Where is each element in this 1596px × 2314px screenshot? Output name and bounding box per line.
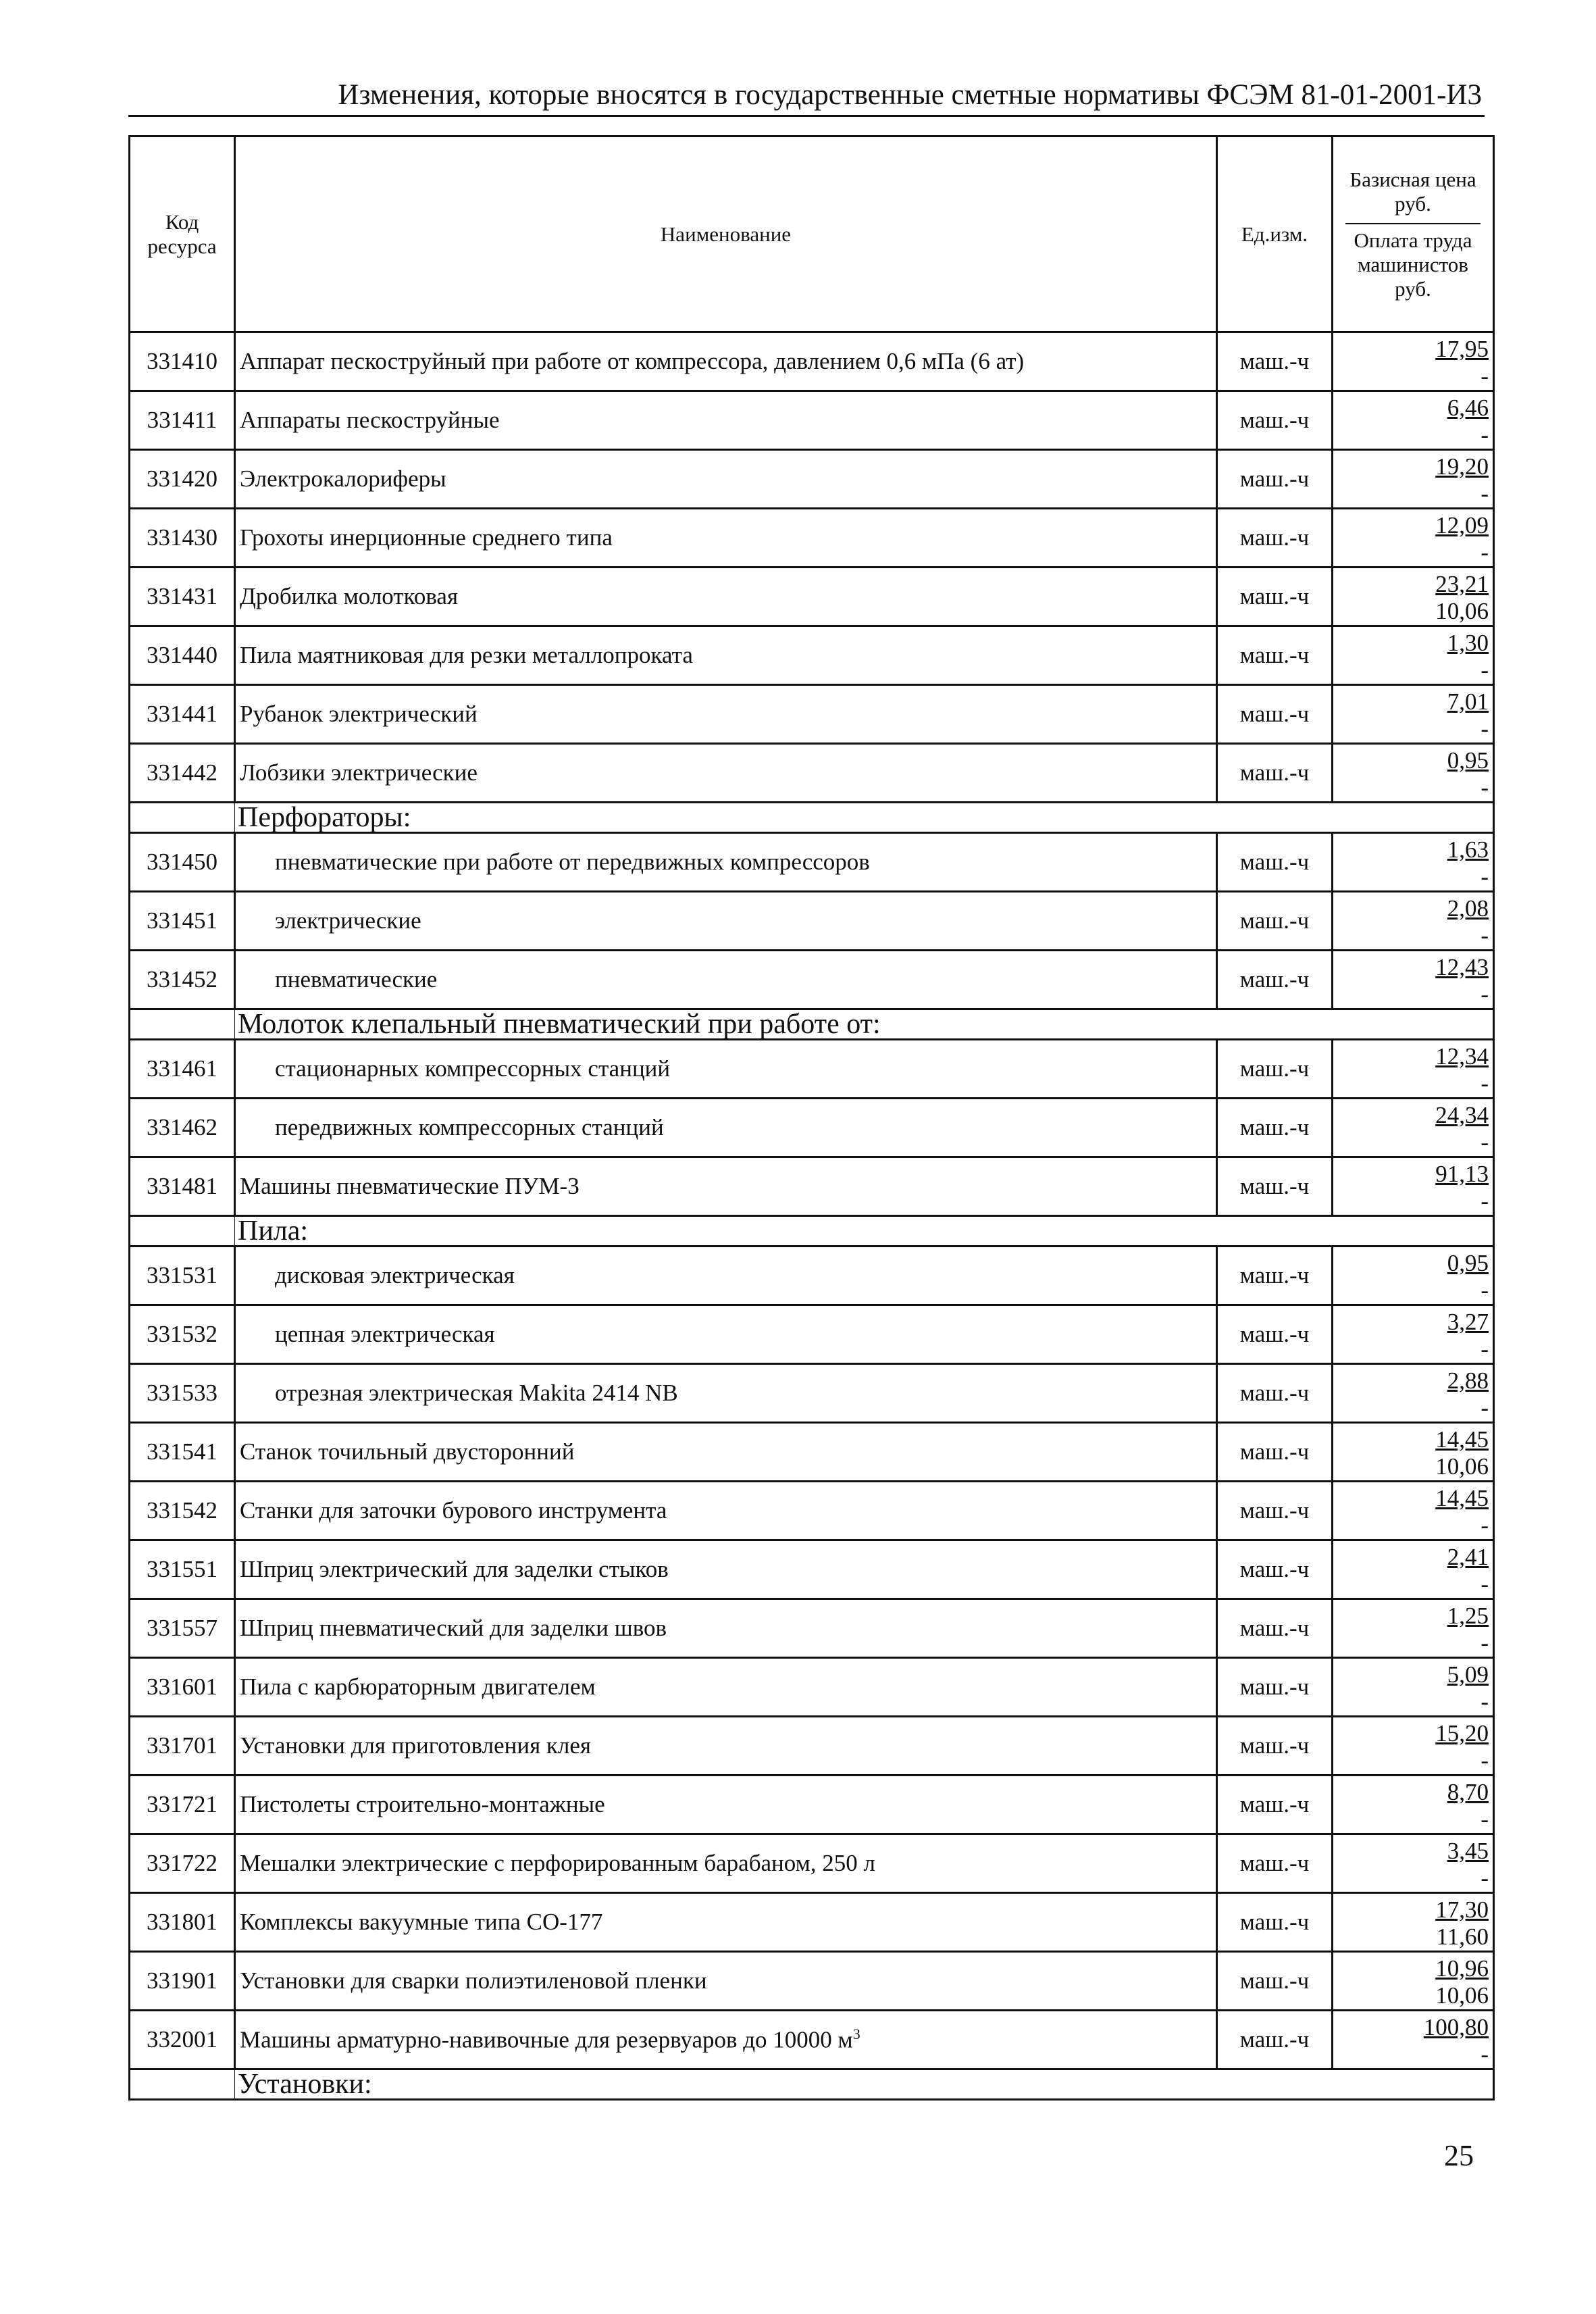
table-row [130, 450, 1494, 509]
section-row [130, 803, 1494, 833]
resource-code: 331481 [130, 1157, 235, 1216]
table-header-row [130, 136, 1494, 332]
resource-name [235, 1482, 1217, 1540]
resource-code: 331440 [130, 626, 235, 685]
resource-name-text: электрические [275, 907, 421, 934]
resource-name [235, 332, 1217, 391]
resource-code: 331441 [130, 685, 235, 744]
resource-code: 331461 [130, 1040, 235, 1099]
operator-wage: - [1481, 480, 1489, 507]
resource-name [235, 1423, 1217, 1482]
resource-name [235, 1305, 1217, 1364]
resource-code: 331701 [130, 1717, 235, 1776]
unit-cell: маш.-ч [1217, 450, 1333, 509]
price-cell [1333, 1423, 1494, 1482]
resource-name [235, 1658, 1217, 1717]
price-cell [1333, 626, 1494, 685]
resource-name [235, 1834, 1217, 1893]
resource-name-text: Грохоты инерционные среднего типа [240, 524, 613, 551]
operator-wage: 10,06 [1435, 598, 1489, 624]
price-cell [1333, 1717, 1494, 1776]
table-row [130, 833, 1494, 892]
resource-code: 331542 [130, 1482, 235, 1540]
table-row [130, 626, 1494, 685]
unit-cell: маш.-ч [1217, 391, 1333, 450]
operator-wage: 11,60 [1436, 1923, 1489, 1950]
resource-code: 331533 [130, 1364, 235, 1423]
table-row [130, 951, 1494, 1009]
unit-superscript: 3 [852, 2026, 860, 2043]
resource-name-text: Пила маятниковая для резки металлопроката [240, 642, 693, 668]
section-code-cell [130, 803, 235, 833]
resource-name-text: Дробилка молотковая [240, 583, 459, 609]
section-code-cell [130, 1216, 235, 1247]
price-cell [1333, 1157, 1494, 1216]
resource-name-text: стационарных компрессорных станций [275, 1055, 671, 1082]
unit-cell: маш.-ч [1217, 744, 1333, 803]
table-row [130, 1247, 1494, 1305]
table-row [130, 1540, 1494, 1599]
operator-wage: - [1481, 422, 1489, 448]
resource-name-text: Установки для приготовления клея [240, 1732, 592, 1759]
col-price-bottom: Оплата труда машинистов руб. [1354, 228, 1472, 301]
unit-cell: маш.-ч [1217, 1540, 1333, 1599]
resource-code: 331801 [130, 1893, 235, 1952]
table-row [130, 1893, 1494, 1952]
resource-name-text: Шприц пневматический для заделки швов [240, 1615, 667, 1641]
unit-cell: маш.-ч [1217, 509, 1333, 568]
price-cell [1333, 951, 1494, 1009]
resource-code: 331452 [130, 951, 235, 1009]
price-cell [1333, 1540, 1494, 1599]
table-row [130, 1040, 1494, 1099]
table-row [130, 1717, 1494, 1776]
unit-cell: маш.-ч [1217, 2011, 1333, 2069]
unit-cell: маш.-ч [1217, 1099, 1333, 1157]
unit-cell: маш.-ч [1217, 951, 1333, 1009]
price-cell [1333, 1482, 1494, 1540]
table-row [130, 1157, 1494, 1216]
table-row [130, 744, 1494, 803]
section-title: Перфораторы: [235, 803, 1494, 833]
resource-code: 331431 [130, 568, 235, 626]
resource-code: 331430 [130, 509, 235, 568]
operator-wage: - [1481, 1630, 1489, 1656]
col-price-top: Базисная цена руб. [1349, 167, 1476, 216]
price-cell [1333, 1599, 1494, 1658]
resource-code: 331541 [130, 1423, 235, 1482]
resource-code: 331451 [130, 892, 235, 951]
unit-cell: маш.-ч [1217, 332, 1333, 391]
resource-name [235, 1776, 1217, 1834]
table-row [130, 568, 1494, 626]
operator-wage: - [1481, 1277, 1489, 1303]
operator-wage: 10,06 [1435, 1453, 1489, 1480]
resource-code: 332001 [130, 2011, 235, 2069]
operator-wage: - [1481, 863, 1489, 890]
unit-cell: маш.-ч [1217, 568, 1333, 626]
table-body [130, 332, 1494, 2100]
resource-code: 331450 [130, 833, 235, 892]
section-row [130, 1216, 1494, 1247]
unit-cell: маш.-ч [1217, 685, 1333, 744]
operator-wage: - [1481, 539, 1489, 565]
unit-cell: маш.-ч [1217, 1952, 1333, 2011]
base-price: 8,70 [1447, 1779, 1489, 1805]
unit-cell: маш.-ч [1217, 892, 1333, 951]
operator-wage: - [1481, 1188, 1489, 1214]
resource-code: 331721 [130, 1776, 235, 1834]
resource-name-text: Машины пневматические ПУМ-3 [240, 1173, 580, 1199]
resource-name [235, 1717, 1217, 1776]
price-divider [1345, 223, 1481, 224]
base-price: 3,45 [1447, 1838, 1489, 1864]
base-price: 100,80 [1423, 2014, 1489, 2040]
base-price: 15,20 [1435, 1720, 1489, 1746]
resource-name [235, 626, 1217, 685]
section-row [130, 1009, 1494, 1040]
resource-name-text: пневматические при работе от передвижных компрессоров [275, 849, 870, 875]
resource-name-text: Станки для заточки бурового инструмента [240, 1497, 667, 1524]
resource-name [235, 1952, 1217, 2011]
resource-code: 331557 [130, 1599, 235, 1658]
resource-name-text: отрезная электрическая Makita 2414 NB [275, 1380, 678, 1406]
base-price: 1,30 [1447, 630, 1489, 656]
price-cell [1333, 1305, 1494, 1364]
section-code-cell [130, 2069, 235, 2100]
base-price: 2,88 [1447, 1367, 1489, 1394]
unit-cell: маш.-ч [1217, 1423, 1333, 1482]
section-title: Пила: [235, 1216, 1494, 1247]
unit-cell: маш.-ч [1217, 833, 1333, 892]
operator-wage: - [1481, 1070, 1489, 1097]
unit-cell: маш.-ч [1217, 1717, 1333, 1776]
resource-code: 331531 [130, 1247, 235, 1305]
resource-code: 331442 [130, 744, 235, 803]
price-cell [1333, 391, 1494, 450]
resource-name [235, 1364, 1217, 1423]
resource-name-text: цепная электрическая [275, 1321, 495, 1347]
base-price: 12,09 [1435, 512, 1489, 538]
base-price: 6,46 [1447, 395, 1489, 421]
price-cell [1333, 568, 1494, 626]
table-row [130, 1834, 1494, 1893]
operator-wage: - [1481, 981, 1489, 1007]
table-row [130, 1305, 1494, 1364]
resource-table [128, 135, 1495, 2101]
resource-name-text: Аппараты пескоструйные [240, 407, 500, 433]
price-cell [1333, 1658, 1494, 1717]
base-price: 14,45 [1435, 1426, 1489, 1453]
price-cell [1333, 1099, 1494, 1157]
price-cell [1333, 1247, 1494, 1305]
base-price: 12,43 [1435, 954, 1489, 980]
operator-wage: - [1481, 1688, 1489, 1715]
base-price: 23,21 [1435, 571, 1489, 597]
resource-name [235, 2011, 1217, 2069]
table-row [130, 892, 1494, 951]
unit-cell: маш.-ч [1217, 1776, 1333, 1834]
resource-name-text: Лобзики электрические [240, 759, 478, 786]
table-row [130, 1364, 1494, 1423]
resource-name-text: передвижных компрессорных станций [275, 1114, 664, 1140]
price-cell [1333, 1834, 1494, 1893]
unit-cell: маш.-ч [1217, 1247, 1333, 1305]
base-price: 2,08 [1447, 895, 1489, 922]
base-price: 24,34 [1435, 1102, 1489, 1128]
operator-wage: 10,06 [1435, 1982, 1489, 2009]
table-row [130, 685, 1494, 744]
resource-name-text: Комплексы вакуумные типа СО-177 [240, 1909, 603, 1935]
section-title: Молоток клепальный пневматический при работе от: [235, 1009, 1494, 1040]
resource-name [235, 1040, 1217, 1099]
unit-cell: маш.-ч [1217, 1834, 1333, 1893]
base-price: 5,09 [1447, 1661, 1489, 1688]
unit-cell: маш.-ч [1217, 1364, 1333, 1423]
table-row [130, 1952, 1494, 2011]
unit-cell: маш.-ч [1217, 1658, 1333, 1717]
resource-name [235, 892, 1217, 951]
resource-name-text: Пила с карбюраторным двигателем [240, 1674, 596, 1700]
resource-name [235, 450, 1217, 509]
base-price: 3,27 [1447, 1309, 1489, 1335]
resource-name [235, 1247, 1217, 1305]
base-price: 10,96 [1435, 1955, 1489, 1982]
resource-code: 331420 [130, 450, 235, 509]
resource-code: 331901 [130, 1952, 235, 2011]
resource-name-text: Рубанок электрический [240, 701, 478, 727]
table-row [130, 2011, 1494, 2069]
operator-wage: - [1481, 774, 1489, 801]
resource-code: 331722 [130, 1834, 235, 1893]
resource-name [235, 509, 1217, 568]
table-row [130, 1423, 1494, 1482]
unit-cell: маш.-ч [1217, 1893, 1333, 1952]
resource-code: 331462 [130, 1099, 235, 1157]
section-row [130, 2069, 1494, 2100]
resource-code: 331601 [130, 1658, 235, 1717]
base-price: 12,34 [1435, 1043, 1489, 1070]
price-cell [1333, 509, 1494, 568]
page-header [128, 73, 1485, 117]
base-price: 17,95 [1435, 336, 1489, 362]
resource-code: 331551 [130, 1540, 235, 1599]
price-cell [1333, 892, 1494, 951]
base-price: 0,95 [1447, 1250, 1489, 1276]
resource-name-text: Шприц электрический для заделки стыков [240, 1556, 669, 1582]
operator-wage: - [1481, 1571, 1489, 1597]
section-code-cell [130, 1009, 235, 1040]
resource-name [235, 568, 1217, 626]
table-row [130, 391, 1494, 450]
unit-cell: маш.-ч [1217, 626, 1333, 685]
base-price: 2,41 [1447, 1544, 1489, 1570]
price-cell [1333, 833, 1494, 892]
col-code-header: Код ресурса [130, 136, 235, 332]
resource-name [235, 391, 1217, 450]
resource-name-text: дисковая электрическая [275, 1262, 515, 1288]
price-cell [1333, 685, 1494, 744]
resource-name [235, 833, 1217, 892]
operator-wage: - [1481, 715, 1489, 742]
price-cell [1333, 744, 1494, 803]
resource-name [235, 1599, 1217, 1658]
resource-name-text: Пистолеты строительно-монтажные [240, 1791, 605, 1817]
resource-name-text: Мешалки электрические с перфорированным барабаном, 250 л [240, 1850, 875, 1876]
resource-code: 331410 [130, 332, 235, 391]
unit-cell: маш.-ч [1217, 1040, 1333, 1099]
price-cell [1333, 450, 1494, 509]
unit-cell: маш.-ч [1217, 1482, 1333, 1540]
table-row [130, 1658, 1494, 1717]
col-unit-header: Ед.изм. [1217, 136, 1333, 332]
col-name-header: Наименование [235, 136, 1217, 332]
price-cell [1333, 1776, 1494, 1834]
operator-wage: - [1481, 1747, 1489, 1774]
unit-cell: маш.-ч [1217, 1599, 1333, 1658]
unit-cell: маш.-ч [1217, 1157, 1333, 1216]
resource-name-text: Установки для сварки полиэтиленовой пленки [240, 1967, 707, 1994]
page-number: 25 [1444, 2139, 1474, 2172]
resource-name-text: Машины арматурно-навивочные для резервуаров до 10000 м [240, 2026, 853, 2053]
operator-wage: - [1481, 657, 1489, 683]
table-row [130, 509, 1494, 568]
resource-name [235, 951, 1217, 1009]
base-price: 14,45 [1435, 1485, 1489, 1511]
price-cell [1333, 1952, 1494, 2011]
section-title: Установки: [235, 2069, 1494, 2100]
price-cell [1333, 2011, 1494, 2069]
resource-name [235, 1157, 1217, 1216]
base-price: 0,95 [1447, 747, 1489, 774]
operator-wage: - [1481, 1865, 1489, 1891]
resource-code: 331532 [130, 1305, 235, 1364]
base-price: 19,20 [1435, 453, 1489, 480]
base-price: 91,13 [1435, 1161, 1489, 1187]
table-row [130, 1599, 1494, 1658]
price-cell [1333, 1893, 1494, 1952]
operator-wage: - [1481, 363, 1489, 389]
price-cell [1333, 1364, 1494, 1423]
resource-name [235, 1099, 1217, 1157]
operator-wage: - [1481, 1806, 1489, 1832]
resource-name [235, 1540, 1217, 1599]
operator-wage: - [1481, 922, 1489, 949]
price-cell [1333, 332, 1494, 391]
resource-name-text: Аппарат пескоструйный при работе от компрессора, давлением 0,6 мПа (6 ат) [240, 348, 1025, 374]
operator-wage: - [1481, 2041, 1489, 2067]
operator-wage: - [1481, 1394, 1489, 1421]
base-price: 17,30 [1435, 1896, 1489, 1923]
base-price: 1,25 [1447, 1603, 1489, 1629]
base-price: 7,01 [1447, 688, 1489, 715]
operator-wage: - [1481, 1512, 1489, 1538]
unit-cell: маш.-ч [1217, 1305, 1333, 1364]
resource-name [235, 1893, 1217, 1952]
table-row [130, 1776, 1494, 1834]
table-row [130, 1482, 1494, 1540]
resource-code: 331411 [130, 391, 235, 450]
resource-name [235, 744, 1217, 803]
resource-name-text: Электрокалориферы [240, 466, 446, 492]
resource-name-text: пневматические [275, 966, 438, 992]
header-title: Изменения, которые вносятся в государственные сметные нормативы ФСЭМ 81-01-2001-И3 [338, 79, 1482, 111]
table-row [130, 332, 1494, 391]
resource-name-text: Станок точильный двусторонний [240, 1438, 575, 1465]
col-price-header [1333, 136, 1494, 332]
base-price: 1,63 [1447, 836, 1489, 863]
resource-name [235, 685, 1217, 744]
operator-wage: - [1481, 1336, 1489, 1362]
table-row [130, 1099, 1494, 1157]
price-cell [1333, 1040, 1494, 1099]
operator-wage: - [1481, 1129, 1489, 1155]
